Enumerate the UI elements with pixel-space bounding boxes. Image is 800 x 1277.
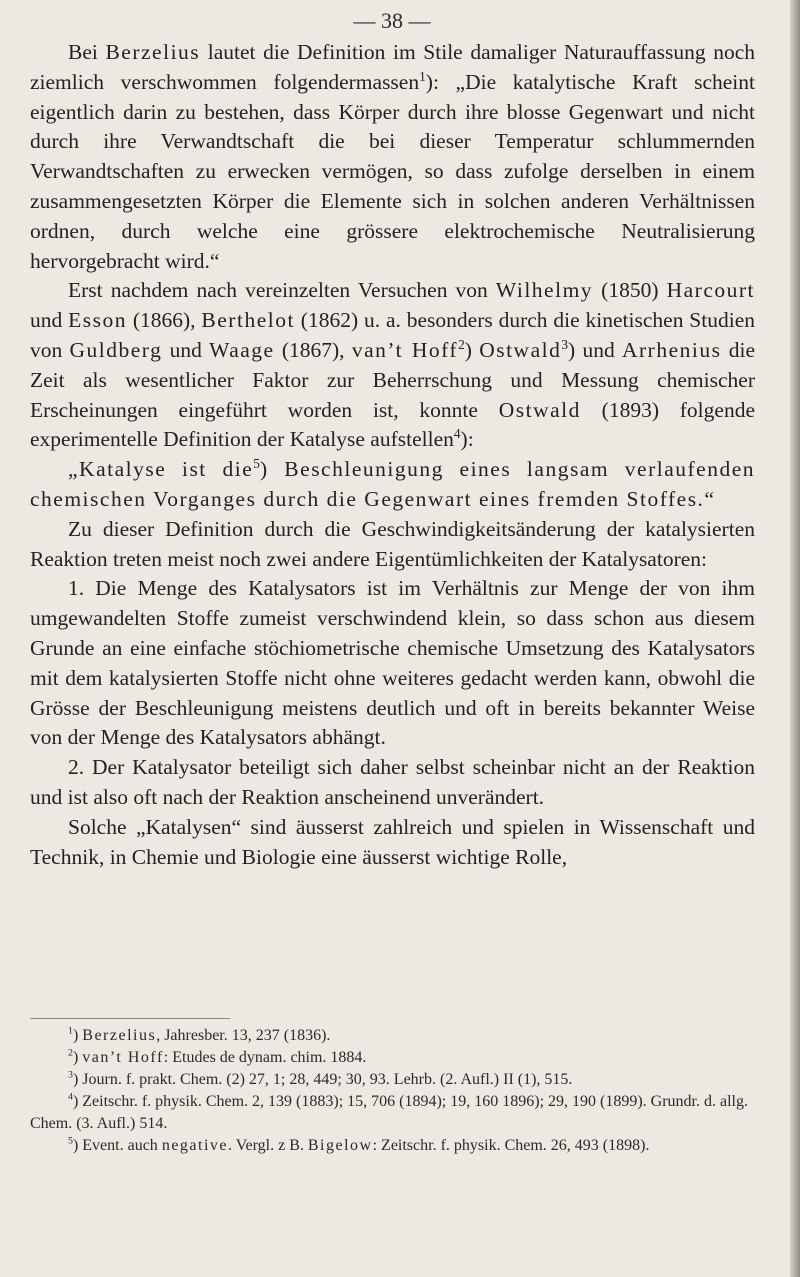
text-run: Erst nachdem nach vereinzelten Versuchen von xyxy=(68,278,496,303)
text-run: 2. Der Katalysator beteiligt sich daher selbst scheinbar nicht an der Reaktion und ist also oft nach der Reaktion anscheinend unverändert. xyxy=(30,755,755,809)
paragraph-zu-dieser xyxy=(30,515,755,575)
list-item-1 xyxy=(30,574,755,753)
spaced-name: Berthelot xyxy=(201,308,295,333)
spaced-name: Guldberg xyxy=(69,337,163,362)
spaced-name: Berzelius xyxy=(82,1027,157,1044)
text-run: (1867), xyxy=(274,337,352,362)
footnote-marker: 2 xyxy=(458,336,465,352)
paragraph-definition xyxy=(30,455,755,515)
footnote-5 xyxy=(30,1135,755,1157)
text-run: ) Journ. f. prakt. Chem. (2) 27, 1; 28, 449; 30, 93. Lehrb. (2. Aufl.) II (1), 515. xyxy=(72,1071,573,1088)
text-run: Zu dieser Definition durch die Geschwindigkeitsänderung der katalysierten Reaktion treten meist noch zwei andere Eigentümlichkeiten der Katalysatoren: xyxy=(30,516,755,571)
footnote-marker: 5 xyxy=(253,456,260,471)
spaced-name: ) Beschleunigung eines langsam verlaufenden chemischen Vorganges durch die Gegenwart eines fremden Stoffes.“ xyxy=(30,457,756,511)
text-run: 1. Die Menge des Katalysators ist im Verhältnis zur Menge der von ihm umgewandelten Stoffe zumeist verschwindend klein, so dass schon aus diesem Grunde an eine einfache stöchiometrische chemische Umsetzung des Katalysators mit dem katalysierten Stoffe nicht ohne weiteres gedacht werden kann, obwohl die Grösse der Beschleunigung meistens deutlich und oft in bereits bekannter Weise von der Menge des Katalysators abhängt. xyxy=(30,576,755,750)
paragraph-solche xyxy=(30,813,755,873)
spaced-name: Arrhenius xyxy=(621,337,722,362)
text-run: (1866), xyxy=(127,308,202,333)
spaced-name: Esson xyxy=(68,308,127,333)
page-edge-shadow xyxy=(790,0,800,1277)
footnote-marker: 2 xyxy=(68,1047,73,1059)
footnote-marker: 3 xyxy=(561,336,569,352)
text-run: ) Event. auch xyxy=(72,1137,162,1154)
body-text xyxy=(30,38,755,872)
text-run: . Vergl. z B. xyxy=(228,1137,308,1154)
text-run: ) xyxy=(72,1027,83,1044)
spaced-name: Ostwald xyxy=(498,397,581,422)
footnote-divider xyxy=(30,1018,230,1019)
footnote-1 xyxy=(30,1025,755,1047)
paragraph-erst xyxy=(30,276,755,455)
list-item-2 xyxy=(30,753,755,813)
text-run: die Zeit als wesentlicher Faktor zur Beherrschung und Messung chemischer Erscheinungen eingeführt worden ist, konnte xyxy=(30,337,755,422)
text-run: (1893) folgende experimentelle Definition der Katalyse aufstellen xyxy=(30,397,755,452)
footnote-marker: 1 xyxy=(68,1025,73,1037)
spaced-name: Ostwald xyxy=(479,337,562,362)
spaced-name: van’t Hoff xyxy=(82,1049,164,1066)
footnote-marker: 1 xyxy=(419,68,426,84)
text-run: : Zeitschr. f. physik. Chem. 26, 493 (1898). xyxy=(372,1137,650,1154)
text-run: ) Zeitschr. f. physik. Chem. 2, 139 (1883); 15, 706 (1894); 19, 160 1896); 29, 190 (1899). Grundr. d. allg. Chem. (3. Aufl.) 514. xyxy=(30,1093,748,1132)
text-run: , Jahresber. 13, 237 (1836). xyxy=(156,1027,331,1044)
spaced-name: negative xyxy=(161,1137,229,1154)
footnote-marker: 4 xyxy=(68,1091,73,1103)
text-run: ) und xyxy=(568,337,622,362)
text-run: Bei xyxy=(68,40,106,64)
text-run: : Etudes de dynam. chim. 1884. xyxy=(163,1049,367,1066)
text-run: ) xyxy=(464,337,480,362)
text-run: (1850) xyxy=(593,278,667,303)
page-number: — 38 — xyxy=(353,8,431,33)
footnotes xyxy=(30,1025,755,1157)
text-run: ): „Die katalytische Kraft scheint eigentlich darin zu bestehen, dass Körper durch ihre blosse Gegenwart und nicht durch ihre Verwandtschaft die bei dieser Temperatur schlummernden Verwandtschaften zu erwecken vermögen, so dass zufolge derselben in einem zusammengesetzten Körper die Elemente sich in solchen anderen Verhältnissen ordnen, durch welche eine grössere elektrochemische Neutralisierung hervorgebracht wird.“ xyxy=(30,69,755,273)
spaced-name: „Katalyse ist die xyxy=(68,457,254,482)
footnote-marker: 3 xyxy=(68,1069,73,1081)
spaced-name: Harcourt xyxy=(666,278,755,303)
footnote-marker: 5 xyxy=(68,1135,73,1147)
spaced-name: van’t Hoff xyxy=(351,337,459,362)
text-run: und xyxy=(30,308,69,333)
text-run: ): xyxy=(460,427,474,452)
text-run: (1862) u. a. besonders durch die kinetischen Studien von xyxy=(30,308,756,362)
paragraph-berzelius xyxy=(30,38,755,276)
footnote-marker: 4 xyxy=(453,426,461,442)
text-run: lautet die Definition im Stile damaliger Naturauffassung noch ziemlich verschwommen folgendermassen xyxy=(30,40,755,94)
footnote-4 xyxy=(30,1091,755,1135)
spaced-name: Waage xyxy=(209,337,275,362)
footnote-2 xyxy=(30,1047,755,1069)
spaced-name: Berzelius xyxy=(105,40,201,64)
text-run: ) xyxy=(72,1049,83,1066)
spaced-name: Wilhelmy xyxy=(495,278,594,303)
text-run: Solche „Katalysen“ sind äusserst zahlreich und spielen in Wissenschaft und Technik, in Chemie und Biologie eine äusserst wichtige Rolle, xyxy=(30,814,755,869)
text-run: und xyxy=(162,337,210,362)
footnote-3 xyxy=(30,1069,755,1091)
spaced-name: Bigelow xyxy=(307,1137,373,1154)
